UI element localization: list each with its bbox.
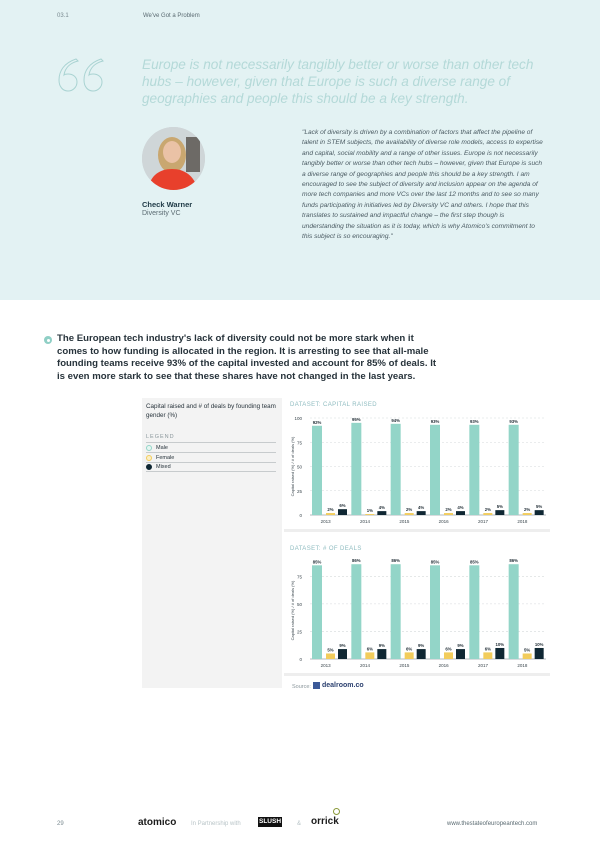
quote-mark-icon <box>56 55 106 95</box>
y-tick-label: 25 <box>296 629 302 635</box>
chart-title-capital: DATASET: CAPITAL RAISED <box>290 402 377 408</box>
bar-female <box>523 653 532 659</box>
deals-chart <box>284 554 550 676</box>
data-label: 4% <box>378 505 385 511</box>
bar-male <box>469 565 479 659</box>
x-tick-label: 2013 <box>320 519 331 524</box>
data-label: 85% <box>470 559 479 565</box>
bar-male <box>430 425 440 515</box>
data-label: 9% <box>378 643 385 649</box>
data-label: 6% <box>339 503 346 509</box>
x-tick-label: 2017 <box>477 519 489 524</box>
data-label: 2% <box>445 507 452 513</box>
data-label: 6% <box>406 646 413 652</box>
bar-mixed <box>377 511 386 515</box>
bar-mixed <box>338 649 347 659</box>
bar-female <box>365 514 374 515</box>
person-name: Check Warner <box>142 200 193 209</box>
bar-mixed <box>535 510 544 515</box>
bar-female <box>444 652 453 659</box>
y-tick-label: 50 <box>296 464 302 470</box>
page-number: 29 <box>57 821 64 827</box>
section-title: We've Got a Problem <box>143 13 200 19</box>
portrait-image <box>142 127 205 190</box>
bar-mixed <box>377 649 386 659</box>
data-label: 6% <box>445 646 452 652</box>
legend-item-female <box>146 452 276 462</box>
bar-female <box>483 652 492 659</box>
quote-body: "Lack of diversity is driven by a combination of factors that affect the pipeline of talent in STEM subjects, the availability of diverse role models, access to expertise and capital, social mobility and a range of other issues. Europe is not necessarily tangibly better or worse than other tech hubs – however, given that Europe is such a diverse range of geographies and people this should be a key strength. I am encouraged to see the subject of diversity and inclusion appear on the agenda of more tech companies and more VCs over the last 12 months and to see so many funds participating in initiatives led by Diversity VC and others. I hope that this translates to sustained and impactful change – the first step though is understanding the situation as it is today, which is why Atomico's commitment to this subject is so encouraging." <box>302 129 543 241</box>
data-label: 5% <box>536 504 543 510</box>
bar-mixed <box>456 511 465 515</box>
bar-male <box>509 564 519 659</box>
y-tick-label: 25 <box>296 488 302 494</box>
bar-female <box>523 513 532 515</box>
bar-female <box>326 653 335 659</box>
bar-mixed <box>417 511 426 515</box>
legend-item-mixed <box>146 462 276 472</box>
ampersand: & <box>297 821 302 827</box>
website-link[interactable]: www.thestateofeuropeantech.com <box>447 821 538 827</box>
bullet-icon <box>44 336 52 344</box>
x-tick-label: 2016 <box>438 519 449 524</box>
avatar <box>142 127 205 190</box>
data-label: 5% <box>496 504 503 510</box>
bar-female <box>405 513 414 515</box>
bar-mixed <box>338 509 347 515</box>
data-label: 93% <box>470 418 479 424</box>
capital-raised-chart <box>284 410 550 532</box>
source-name: dealroom.co <box>322 682 364 689</box>
x-tick-label: 2014 <box>359 663 371 668</box>
data-label: 85% <box>312 559 322 565</box>
pull-quote: Europe is not necessarily tangibly better or worse than other tech hubs – however, given that Europe is such a diverse range of geographies and people this should be a key strength. <box>142 57 534 106</box>
bar-female <box>405 652 414 659</box>
data-label: 2% <box>327 507 334 513</box>
dealroom-icon <box>313 682 320 689</box>
data-label: 86% <box>509 558 518 564</box>
bar-female <box>365 652 374 659</box>
data-label: 95% <box>352 416 361 422</box>
legend-heading: LEGEND <box>146 434 175 440</box>
data-label: 10% <box>495 641 505 647</box>
x-tick-label: 2016 <box>438 663 449 668</box>
data-label: 93% <box>430 418 440 424</box>
y-tick-label: 50 <box>296 601 302 607</box>
y-tick-label: 100 <box>294 416 302 421</box>
lead-paragraph: The European tech industry's lack of diversity could not be more stark when it comes to how funding is allocated in the region. It is arresting to see that all-male founding teams receive 93% of the capital invested and account for 85% of deals. It is even more stark to see that these shares have not changed in the last years. <box>57 333 437 382</box>
section-number: 03.1 <box>57 13 69 19</box>
y-axis-label: Capital raised (%) / # of deals (%) <box>290 580 295 641</box>
x-tick-label: 2015 <box>399 519 410 524</box>
data-label: 86% <box>391 558 400 564</box>
chart-baseline-band <box>284 529 550 532</box>
source-logo <box>313 682 364 689</box>
bar-mixed <box>495 648 504 659</box>
slush-logo: SLUSH <box>258 818 282 825</box>
legend-swatch-male <box>146 445 152 451</box>
bar-male <box>430 565 440 659</box>
x-tick-label: 2017 <box>477 663 489 668</box>
legend-item-male <box>146 442 276 452</box>
person-organization: Diversity VC <box>142 210 181 217</box>
chart-baseline-band <box>284 673 550 676</box>
panel-title: Capital raised and # of deals by founding team gender (%) <box>146 403 276 419</box>
data-label: 85% <box>430 559 440 565</box>
y-axis-label: Capital raised (%) / # of deals (%) <box>290 436 295 497</box>
y-tick-label: 0 <box>299 657 302 662</box>
bar-male <box>469 425 479 515</box>
data-label: 94% <box>391 417 400 423</box>
data-label: 9% <box>418 643 425 649</box>
data-label: 92% <box>312 419 322 425</box>
legend-label: Male <box>156 444 168 451</box>
x-tick-label: 2018 <box>517 519 528 524</box>
data-label: 9% <box>457 643 464 649</box>
bar-male <box>312 565 322 659</box>
bar-mixed <box>456 649 465 659</box>
bar-female <box>326 513 335 515</box>
bar-male <box>312 426 322 515</box>
data-label: 5% <box>327 647 334 653</box>
legend-swatch-mixed <box>146 464 152 470</box>
data-label: 2% <box>484 507 491 513</box>
orrick-ring-icon <box>333 808 340 815</box>
bar-mixed <box>535 648 544 659</box>
data-label: 6% <box>366 646 373 652</box>
x-tick-label: 2014 <box>359 519 371 524</box>
bar-male <box>391 564 401 659</box>
data-label: 2% <box>406 507 413 513</box>
y-tick-label: 75 <box>296 574 302 580</box>
bar-female <box>483 513 492 515</box>
data-label: 6% <box>484 646 491 652</box>
data-label: 5% <box>524 647 531 653</box>
data-label: 9% <box>339 643 346 649</box>
bar-mixed <box>417 649 426 659</box>
data-label: 1% <box>366 508 373 514</box>
partner-text: In Partnership with <box>191 821 241 827</box>
data-label: 86% <box>352 558 361 564</box>
legend-label: Mixed <box>156 464 171 470</box>
data-label: 2% <box>524 507 531 513</box>
chart-title-deals: DATASET: # OF DEALS <box>290 546 362 552</box>
bar-male <box>391 424 401 515</box>
legend-swatch-female <box>146 455 152 461</box>
bar-male <box>351 564 361 659</box>
bar-female <box>444 513 453 515</box>
data-label: 4% <box>457 505 464 511</box>
x-tick-label: 2015 <box>399 663 410 668</box>
data-label: 93% <box>509 418 518 424</box>
y-tick-label: 0 <box>299 513 302 518</box>
source-label: Source: <box>292 684 311 690</box>
y-tick-label: 75 <box>296 440 302 446</box>
x-tick-label: 2013 <box>320 663 331 668</box>
legend-label: Female <box>156 454 175 461</box>
bar-male <box>509 425 519 515</box>
orrick-logo: orrick <box>311 816 339 827</box>
data-label: 4% <box>418 505 425 511</box>
x-tick-label: 2018 <box>517 663 528 668</box>
bar-mixed <box>495 510 504 515</box>
bar-male <box>351 423 361 515</box>
atomico-logo: atomico <box>138 817 177 828</box>
chart-side-panel <box>142 398 282 688</box>
data-label: 10% <box>534 641 544 647</box>
